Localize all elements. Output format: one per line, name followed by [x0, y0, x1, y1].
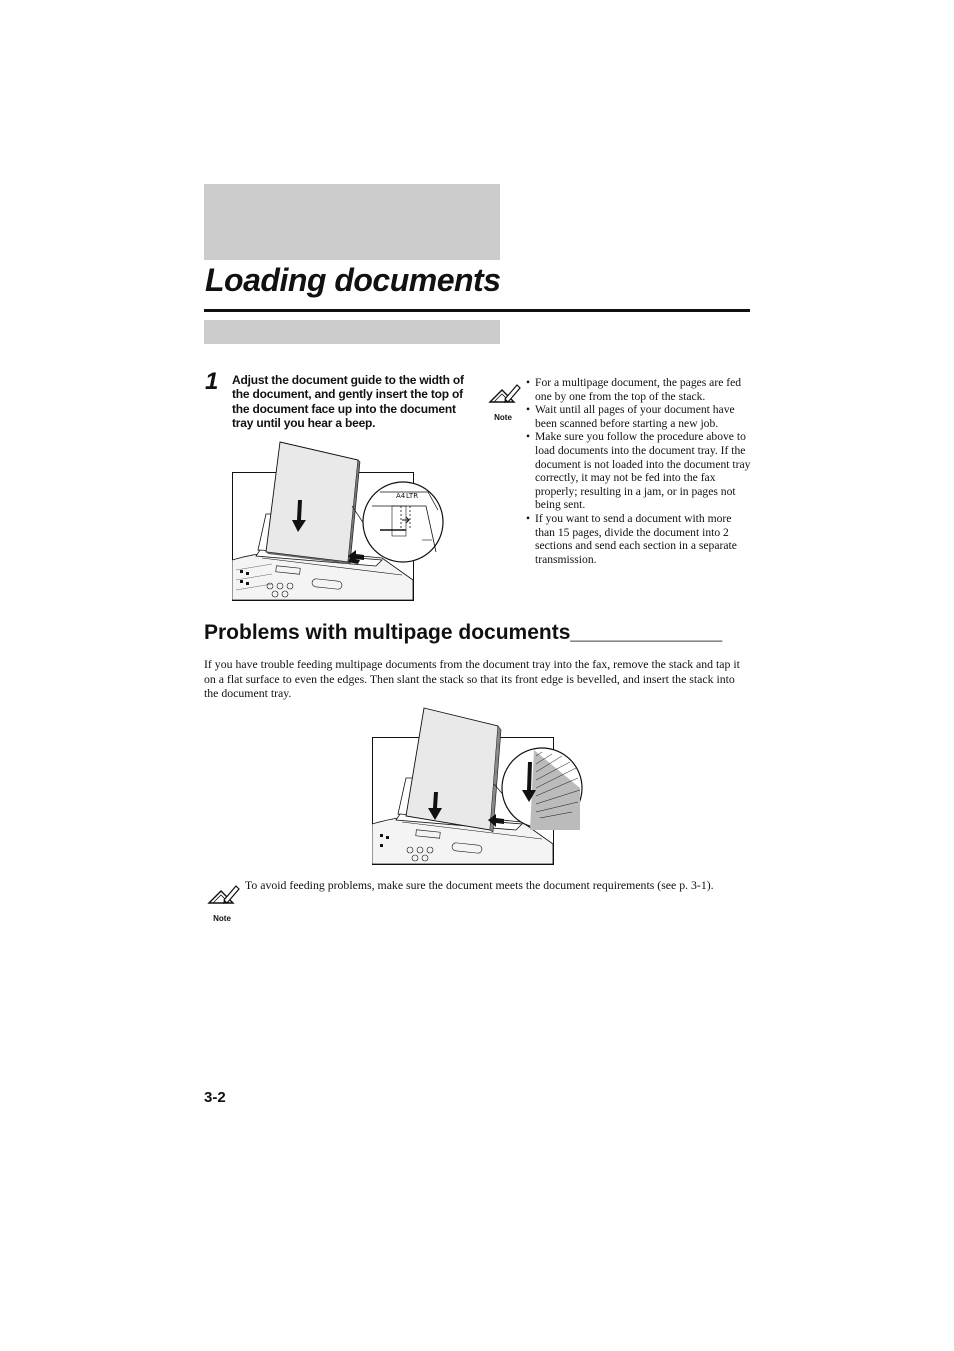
page-title: Loading documents	[205, 262, 501, 298]
page-number: 3-2	[204, 1089, 226, 1106]
figure-loading-document	[232, 440, 446, 602]
note-label: Note	[213, 914, 231, 923]
note-label: Note	[494, 413, 512, 422]
fax-stack-illustration	[372, 706, 584, 866]
step-number: 1	[205, 368, 219, 395]
header-gray-band	[204, 184, 500, 260]
note-item: • Make sure you follow the procedure above to load documents into the document tray. If the document is not loaded into the document tray correctly, it may not be fed into the fax properly; resulting in a jam, or in pages not being sent.	[526, 430, 752, 512]
note-marker	[207, 879, 237, 923]
fax-tray-illustration	[232, 440, 446, 602]
note-text: To avoid feeding problems, make sure the document meets the document requirements (see p. 3-1).	[245, 878, 714, 892]
subheader-gray-band	[204, 320, 500, 344]
size-label-ltr: LTR	[406, 492, 419, 500]
note-item: • Wait until all pages of your document have been scanned before starting a new job.	[526, 403, 752, 430]
note-list	[526, 376, 752, 566]
title-rule	[204, 309, 750, 312]
note-pencil-icon	[488, 378, 522, 412]
step-instruction: Adjust the document guide to the width of the document, and gently insert the top of the document face up into the document tray until you hear a beep.	[232, 373, 464, 430]
section-paragraph: If you have trouble feeding multipage documents from the document tray into the fax, remove the stack and tap it on a flat surface to even the edges. Then slant the stack so that its front edge is bevelled, and insert the stack into the document tray.	[204, 657, 740, 701]
note-item: • For a multipage document, the pages are fed one by one from the top of the stack.	[526, 376, 752, 403]
note-marker	[488, 378, 518, 422]
note-pencil-icon	[207, 879, 241, 913]
size-label-a4: A4	[396, 492, 406, 500]
section-heading: Problems with multipage documents_____________	[204, 621, 723, 644]
figure-bevelled-stack	[372, 706, 584, 866]
note-item: • If you want to send a document with more than 15 pages, divide the document into 2 sections and send each section in a separate transmission.	[526, 512, 752, 566]
